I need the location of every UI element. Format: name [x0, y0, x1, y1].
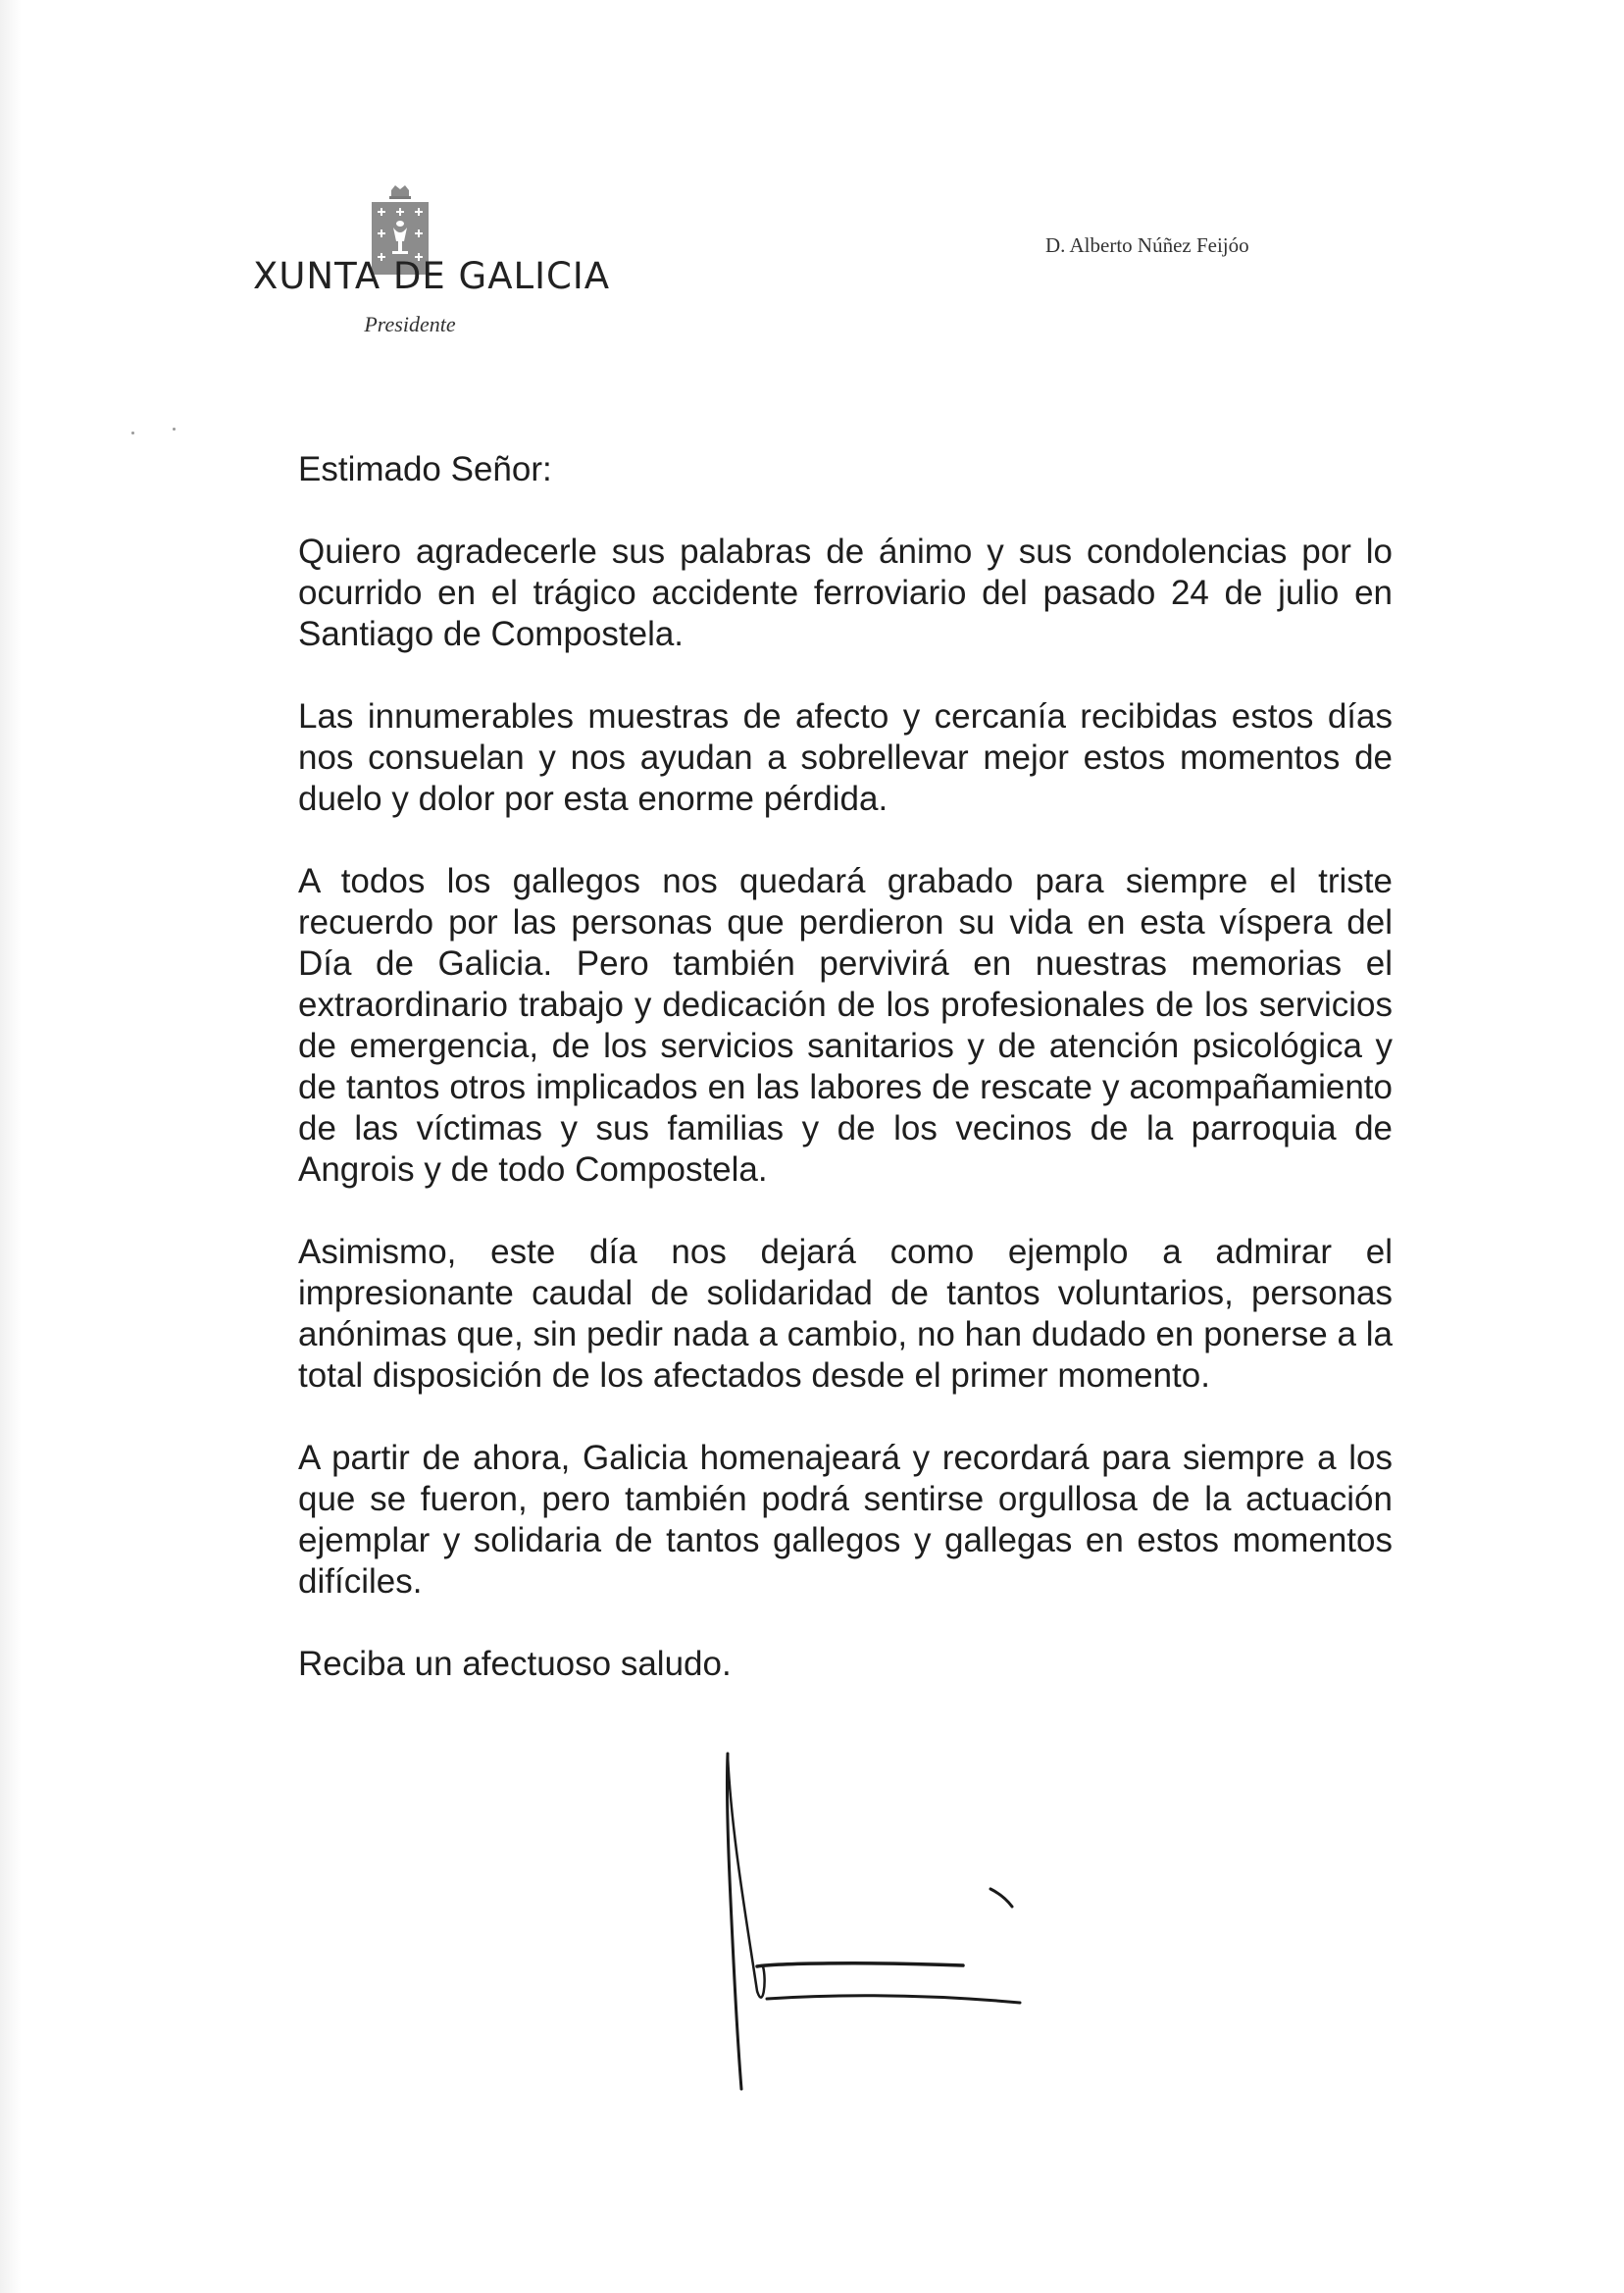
handwritten-signature-icon — [706, 1746, 1040, 2099]
salutation: Estimado Señor: — [298, 450, 552, 488]
org-role: Presidente — [364, 312, 456, 336]
paragraph-3: A todos los gallegos nos quedará grabado para siempre el triste recuerdo por las personas que perdieron su vida en esta víspera del Día de Galicia. Pero también pervivirá en nuestras memorias el extraordinario trabajo y dedicación de los profesionales de los servicios de emergencia, de los servicios sanitarios y de atención psicológica y de tantos otros implicados en las labores de rescate y acompañamiento de las víctimas y sus familias y de los vecinos de la parroquia de Angrois y de todo Compostela. — [298, 862, 1393, 1189]
letter-body — [298, 449, 1393, 1685]
org-name: XUNTA DE GALICIA — [253, 255, 611, 297]
scan-speck — [131, 432, 134, 434]
scan-edge — [0, 0, 22, 2293]
paragraph-1: Quiero agradecerle sus palabras de ánimo y sus condolencias por lo ocurrido en el trágico accidente ferroviario del pasado 24 de julio en Santiago de Compostela. — [298, 533, 1393, 653]
closing: Reciba un afectuoso saludo. — [298, 1645, 732, 1683]
sender-name: D. Alberto Núñez Feijóo — [1045, 233, 1249, 257]
paragraph-2: Las innumerables muestras de afecto y cercanía recibidas estos días nos consuelan y nos ayudan a sobrellevar mejor estos momentos de duelo y dolor por esta enorme pérdida. — [298, 697, 1393, 818]
paragraph-4: Asimismo, este día nos dejará como ejemplo a admirar el impresionante caudal de solidaridad de tantos voluntarios, personas anónimas que, sin pedir nada a cambio, no han dudado en ponerse a la total disposición de los afectados desde el primer momento. — [298, 1233, 1393, 1395]
paragraph-5: A partir de ahora, Galicia homenajeará y recordará para siempre a los que se fueron, pero también podrá sentirse orgullosa de la actuación ejemplar y solidaria de tantos gallegos y gallegas en estos momentos difíciles. — [298, 1439, 1393, 1601]
scan-speck — [173, 428, 176, 431]
